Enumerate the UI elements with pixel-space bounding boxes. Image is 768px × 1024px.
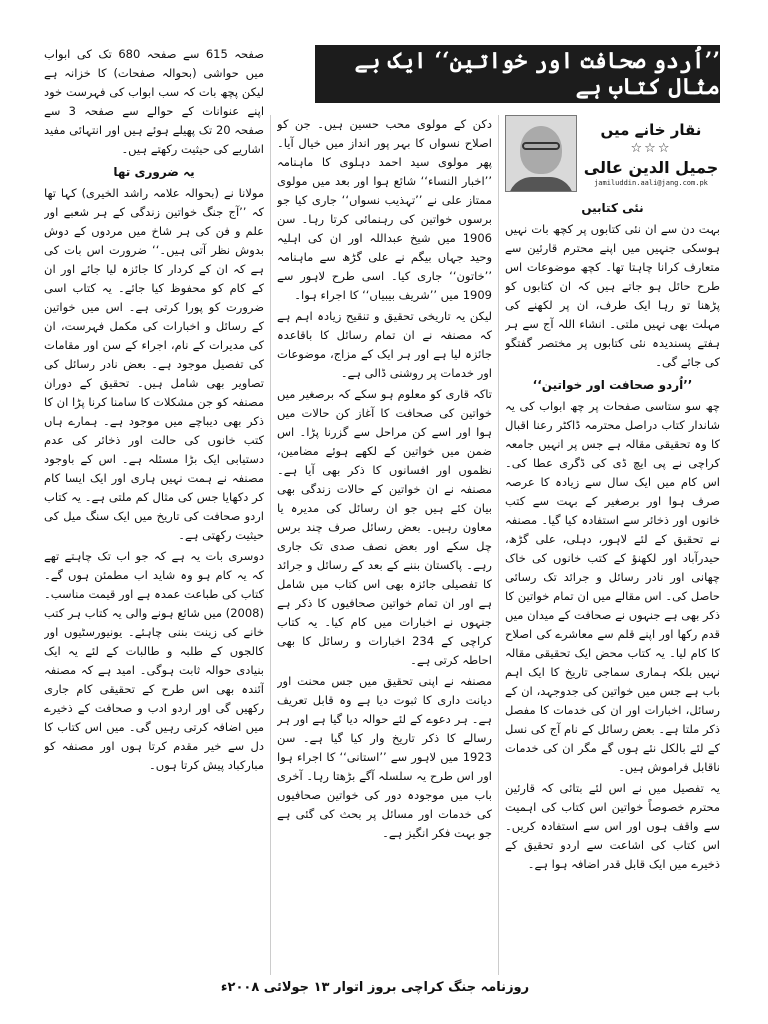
article-column-1 — [505, 195, 720, 975]
author-photo — [505, 115, 577, 192]
photo-head-shape — [520, 126, 562, 174]
article-column-3 — [44, 45, 264, 975]
author-email: jamiluddin.aali@jang.com.pk — [594, 179, 708, 187]
paragraph: دوسری بات یہ ہے کہ جو اب تک چاہتے تھے کہ یہ کام ہو وہ شاید اب مطمئن ہوں گے۔ کتاب کی طباعت عمدہ ہے اور قیمت مناسب۔ (2008) میں شائع ہونے والی یہ کتاب ہر کتب خانے کی زینت بننی چاہئے۔ یونیورسٹیوں اور کالجوں کے طلبہ و طالبات کے لئے یہ ایک بنیادی حوالہ ثابت ہوگی۔ امید ہے کہ مصنفہ آئندہ بھی اس طرح کے تحقیقی کام جاری رکھیں گی اور اردو ادب و صحافت کے ذخیرے میں اضافہ کرتی رہیں گی۔ میں اس کتاب کا دل سے خیر مقدم کرتا ہوں اور مصنفہ کو مبارکباد پیش کرتا ہوں۔ — [44, 549, 264, 772]
paragraph: صفحہ 615 سے صفحہ 680 تک کی ابواب میں حواشی (بحوالہ صفحات) کا خزانہ ہے لیکن پچھ بات کہ سب ابواب کی فہرست خود اپنے عنوانات کے حوالے سے صفحہ 3 سے صفحہ 20 تک پھیلے ہوئے ہیں اور انتہائی مفید اشاریے کی حیثیت رکھتے ہیں۔ — [44, 47, 264, 156]
paragraph: مصنفہ نے اپنی تحقیق میں جس محنت اور دیانت داری کا ثبوت دیا ہے وہ قابل تعریف ہے۔ ہر دعوے کے لئے حوالہ دیا گیا ہے اور ہر رسالے کا ذکر تاریخ وار کیا گیا ہے۔ سن 1923 میں لاہور سے ’’استانی‘‘ کا اجراء ہوا اور اس طرح یہ سلسلہ آگے بڑھتا رہا۔ آخری باب میں موجودہ دور کی خواتین صحافیوں کی خدمات اور مسائل پر بحث کی گئی ہے جو بہت فکر انگیز ہے۔ — [277, 674, 492, 840]
subheading: یہ ضروری تھا — [113, 165, 195, 179]
stars-icon: ☆☆☆ — [630, 141, 672, 156]
paragraph: لیکن یہ تاریخی تحقیق و تنقیح زیادہ اہم ہے کہ مصنفہ نے ان تمام رسائل کا باقاعدہ جائزہ لیا ہے اور ہر ایک کے مزاج، موضوعات اور خدمات پر روشنی ڈالی ہے۔ — [277, 309, 492, 380]
paragraph: یہ تفصیل میں نے اس لئے بتائی کہ قارئین محترم خصوصاً خواتین اس کتاب کی اہمیت سے واقف ہوں اور اس سے استفادہ کریں۔ اس کتاب کی اشاعت سے اردو تحقیق کے ذخیرے میں ایک قابل قدر اضافہ ہوا ہے۔ — [505, 781, 720, 871]
paragraph: مولانا نے (بحوالہ علامہ راشد الخیری) کہا تھا کہ ’’آج جنگ خواتین زندگی کے ہر شعبے اور علم و فن کی ہر شاخ میں مردوں کے دوش بدوش نظر آتی ہیں۔‘‘ ضرورت اس بات کی ہے کہ ان کے کردار کا جائزہ لیا جائے اور ان کے کام کو محفوظ کیا جائے۔ یہ کتاب اسی ضرورت کو پورا کرتی ہے۔ اس میں خواتین کے رسائل و اخبارات کی مکمل فہرست، ان کی مدیرات کے نام، اجراء کے سن اور مقامات کی تفصیل موجود ہے۔ بعض نادر رسائل کی تصاویر بھی شامل ہیں۔ تحقیق کے دوران مصنفہ کو جن مشکلات کا سامنا کرنا پڑا ان کا ذکر بھی دیباچے میں موجود ہے۔ ہمارے ہاں کتب خانوں کی حالت اور ذخائر کی عدم دستیابی ایک بڑا مسئلہ ہے۔ اس کے باوجود مصنفہ نے ہمت نہیں ہاری اور ایک ایسا کام کر دکھایا جس کی مثال کم ملتی ہے۔ یہ کتاب اردو صحافت کی تاریخ میں ایک سنگ میل کی حیثیت رکھتی ہے۔ — [44, 186, 264, 542]
paragraph: دکن کے مولوی محب حسین ہیں۔ جن کو اصلاح نسواں کا بہر پور انداز میں خیال آیا۔ پھر مولوی سید احمد دہلوی کا ماہنامہ ’’اخبار النساء‘‘ شائع ہوا اور بعد میں مولوی ممتاز علی نے ’’تہذیب نسواں‘‘ جاری کیا جو برسوں خواتین کی رہنمائی کرتا رہا۔ سن 1906 میں شیخ عبداللہ اور ان کی اہلیہ وحید جہاں بیگم نے علی گڑھ سے ماہنامہ ’’خاتون‘‘ جاری کیا۔ اسی طرح لاہور سے 1909 میں ’’شریف بیبیاں‘‘ کا اجراء ہوا۔ — [277, 117, 492, 302]
newspaper-dateline: روزنامہ جنگ کراچی بروز اتوار ۱۳ جولائی ۲۰۰۸ء — [220, 980, 530, 995]
author-meta — [582, 115, 720, 187]
article-headline: ’’اُردو صحافت اور خواتین‘‘ ایک بے مثال کتاب ہے — [315, 45, 720, 103]
column-divider — [498, 115, 499, 975]
paragraph: بہت دن سے ان نئی کتابوں پر کچھ بات نہیں ہوسکی جنہیں میں اپنے محترم قارئین سے متعارف کرانا چاہتا تھا۔ کچھ موضوعات اس طرح حائل ہو جاتے ہیں کہ ان کتابوں کو پڑھنا تو رہا ایک طرف، ان پر لکھنے کی مہلت بھی نہیں ملتی۔ انشاء اللہ آج سے ہر ہفتے پسندیدہ نئی کتابوں پر مختصر گفتگو کی جائے گی۔ — [505, 222, 720, 369]
article-column-2 — [277, 115, 492, 975]
newspaper-page — [30, 45, 720, 1005]
paragraph: تاکہ قاری کو معلوم ہو سکے کہ برصغیر میں خواتین کی صحافت کا آغاز کن حالات میں ہوا اور اسے کن مراحل سے گزرنا پڑا۔ اس ضمن میں خواتین کے لکھے ہوئے مضامین، نظموں اور افسانوں کا ذکر بھی آیا ہے۔ مصنفہ نے ان خواتین کے حالات زندگی بھی بیان کئے ہیں جو ان رسائل کی مدیرہ یا معاون رہیں۔ بعض رسائل صرف چند برس چل سکے اور بعض نصف صدی تک جاری رہے۔ پاکستان بننے کے بعد کے رسائل و جرائد کا تفصیلی جائزہ بھی اس کتاب میں شامل ہے اور ان تمام خواتین صحافیوں کا ذکر ہے جنہوں نے اخبارات میں کام کیا۔ یہ کتاب کراچی کے 234 اخبارات و رسائل کا بھی احاطہ کرتی ہے۔ — [277, 387, 492, 667]
subheading: ’’اُردو صحافت اور خواتین‘‘ — [532, 378, 693, 392]
photo-glasses-shape — [522, 142, 560, 150]
column-kicker: نقار خانے میں — [600, 121, 702, 139]
author-name: جمیل الدین عالی — [583, 158, 719, 177]
column-divider — [270, 115, 271, 975]
paragraph: چھ سو ستاسی صفحات پر چھ ابواب کی یہ شاندار کتاب دراصل محترمہ ڈاکٹر رعنا اقبال کا وہ تحقیقی مقالہ ہے جس پر انہیں جامعہ کراچی نے پی ایچ ڈی کی ڈگری عطا کی۔ اس کام میں ایک سال سے زیادہ کا عرصہ صرف ہوا اور برصغیر کے بہت سے کتب خانوں اور ذخائر سے استفادہ کیا گیا۔ مصنفہ نے تحقیق کے لئے لاہور، دہلی، علی گڑھ، حیدرآباد اور لکھنؤ کے کتب خانوں کی خاک چھانی اور نادر رسائل و جرائد تک رسائی حاصل کی۔ اس مقالے میں ان تمام خواتین کا ذکر بھی ہے جنہوں نے صحافت کے میدان میں قدم رکھا اور اپنے قلم سے معاشرے کی اصلاح کا کام لیا۔ یہ کتاب محض ایک تحقیقی مقالہ نہیں بلکہ ہماری سماجی تاریخ کا ایک اہم باب ہے جس میں خواتین کی جدوجہد، ان کے رسائل، اخبارات اور ان کی خدمات کا مفصل ذکر ملتا ہے۔ بعض رسائل کے نام آج کی نسل کے لئے بالکل نئے ہوں گے مگر ان کی خدمات ناقابل فراموش ہیں۔ — [505, 399, 720, 774]
author-box — [505, 115, 720, 193]
photo-shoulders-shape — [508, 177, 574, 192]
subheading: نئی کتابیں — [581, 201, 644, 215]
